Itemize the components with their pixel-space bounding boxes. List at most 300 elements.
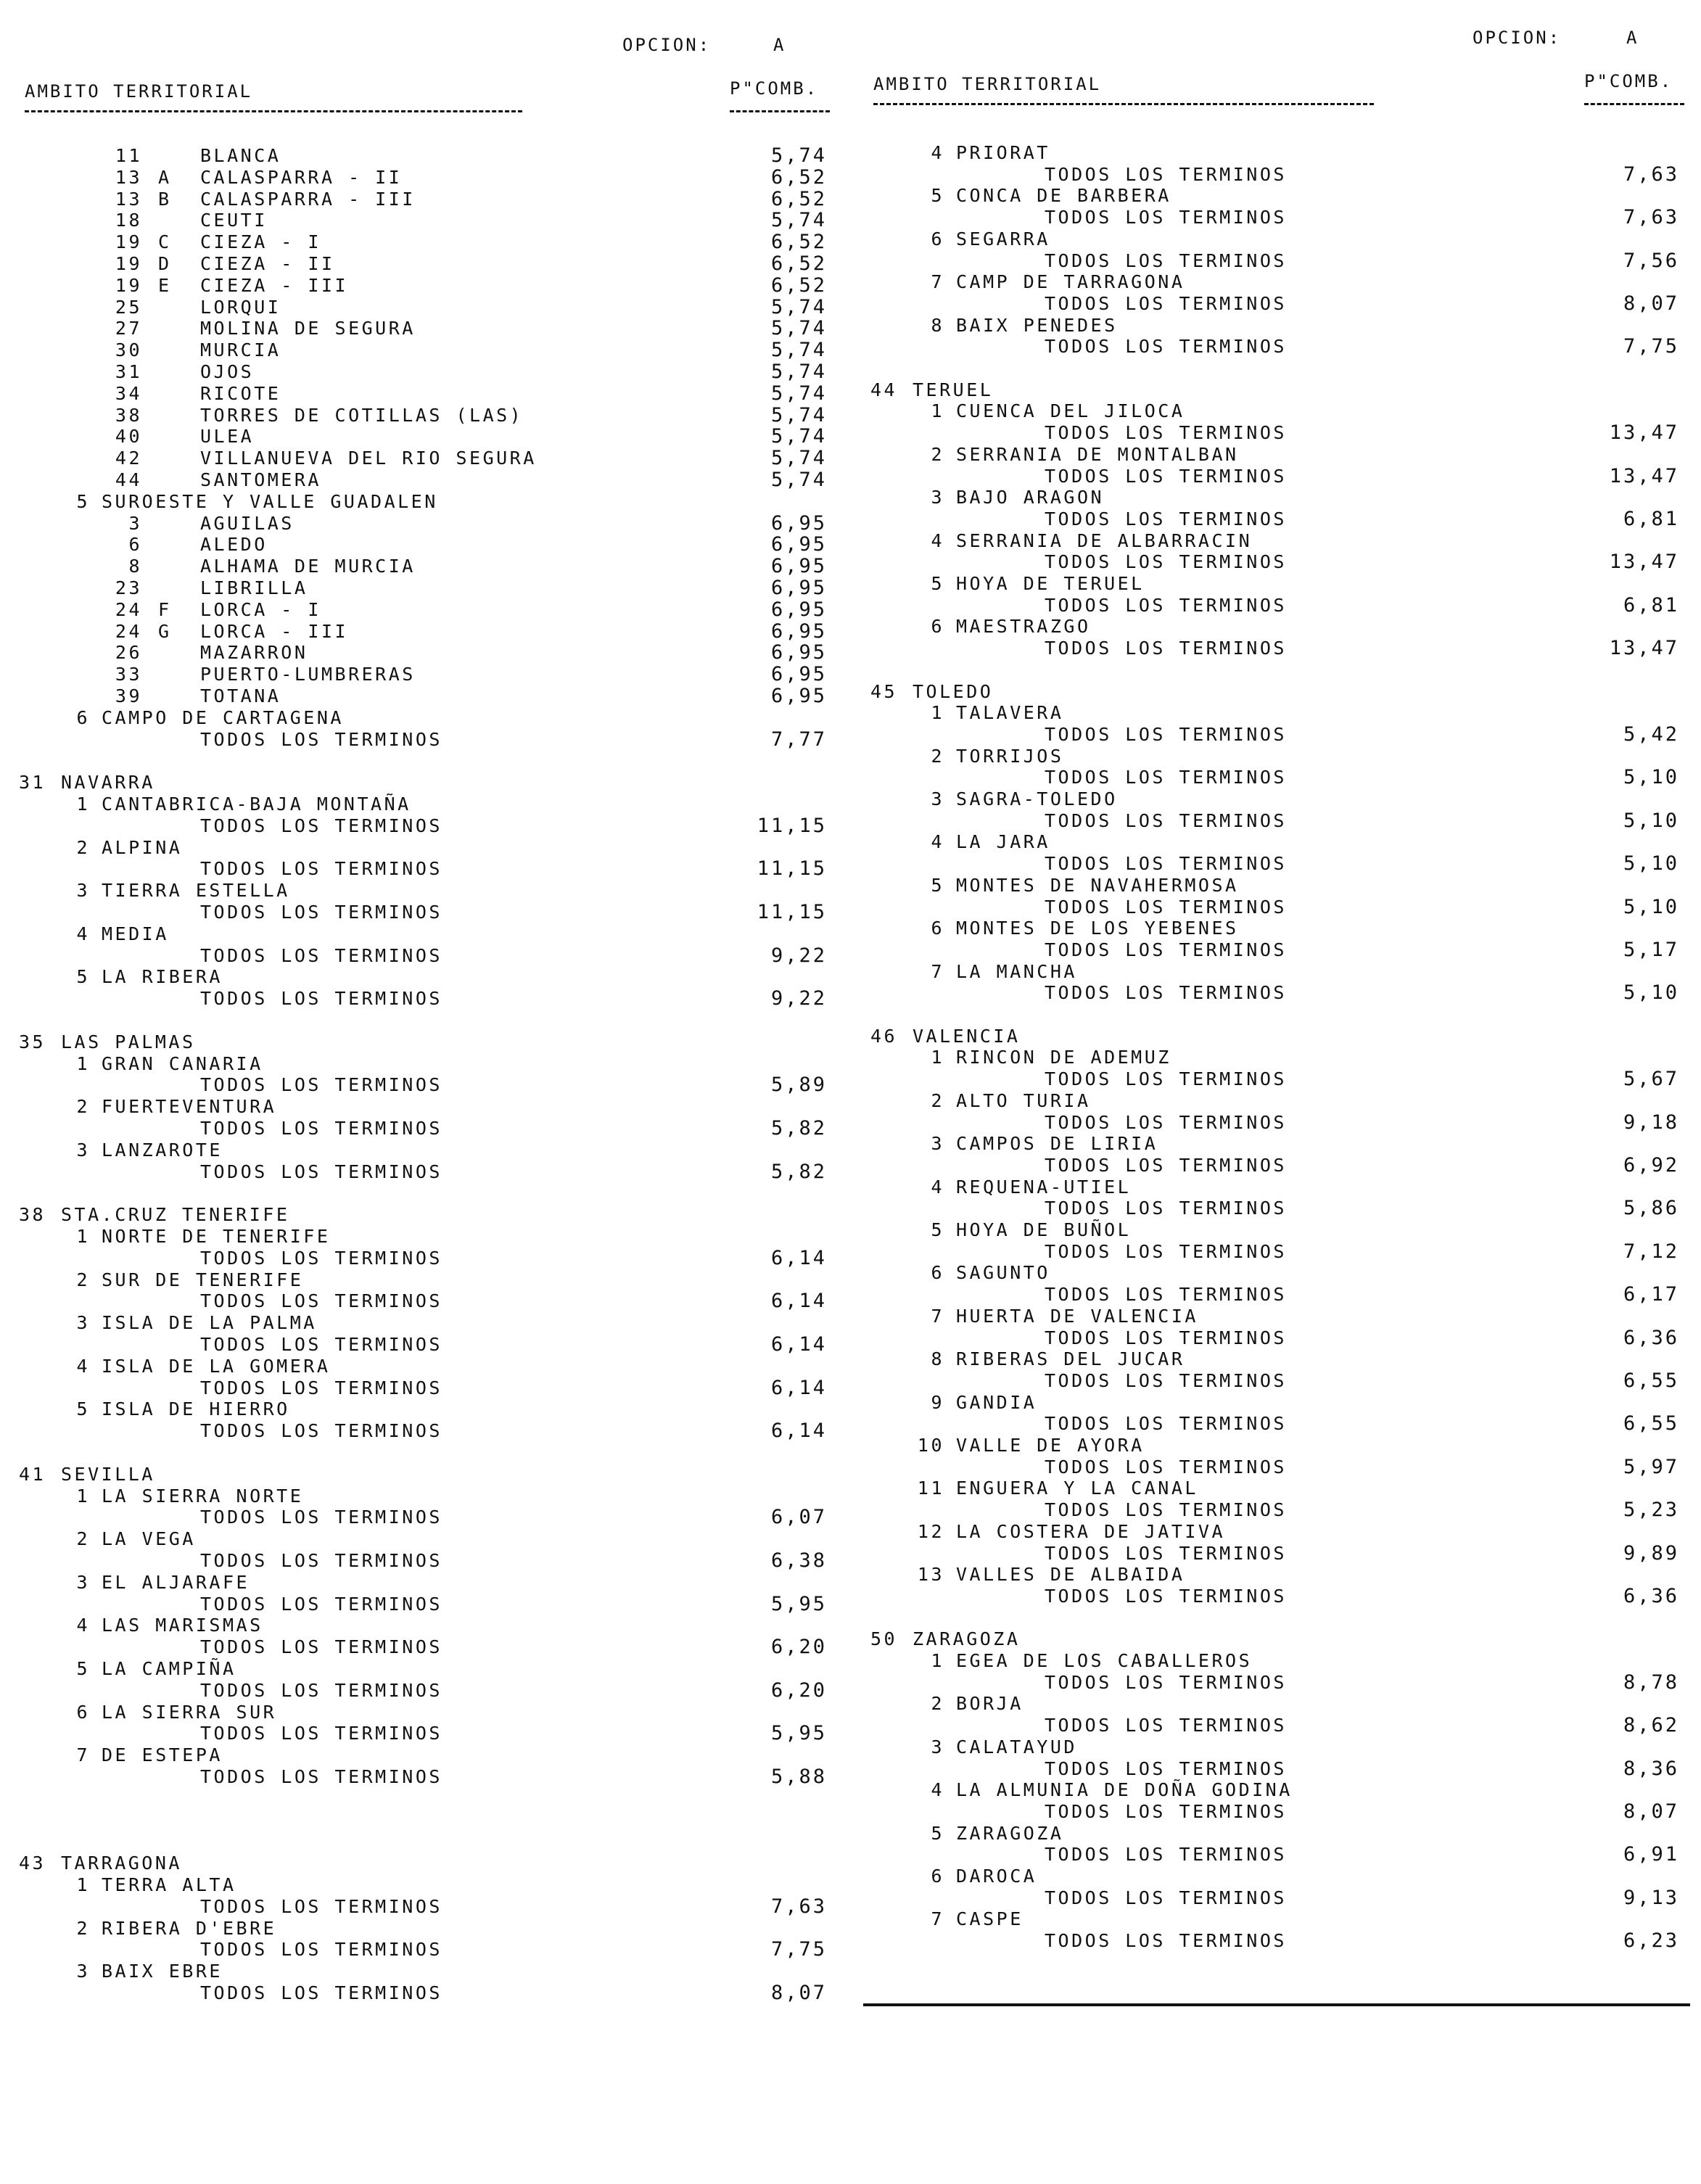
pcomb-value: 9,22 xyxy=(770,944,827,967)
comarca-name: BAJO ARAGON xyxy=(956,487,1105,508)
pcomb-value: 6,52 xyxy=(770,187,827,210)
comarca-code: 2 xyxy=(931,443,944,465)
pcomb-value: 6,95 xyxy=(770,511,827,535)
comarca-code: 5 xyxy=(76,966,90,988)
pcomb-value: 8,07 xyxy=(770,1982,827,2004)
pcomb-value: 5,67 xyxy=(1623,1068,1679,1091)
muni-name: CALASPARRA - III xyxy=(200,188,416,210)
comarca-name: CALATAYUD xyxy=(956,1736,1077,1757)
pcomb-value: 5,74 xyxy=(770,447,827,470)
pcomb-value: 7,63 xyxy=(770,1895,827,1918)
todos-label: TODOS LOS TERMINOS xyxy=(200,1377,442,1398)
comarca-code: 2 xyxy=(76,1917,90,1939)
comarca-name: NORTE DE TENERIFE xyxy=(102,1226,331,1247)
comarca-code: 2 xyxy=(931,745,944,767)
pcomb-value: 8,36 xyxy=(1623,1757,1679,1780)
comarca-name: VALLE DE AYORA xyxy=(956,1435,1145,1456)
comarca-name: SEGARRA xyxy=(956,228,1050,250)
comarca-name: SAGUNTO xyxy=(956,1262,1050,1284)
comarca-name: MAESTRAZGO xyxy=(956,616,1091,638)
todos-label: TODOS LOS TERMINOS xyxy=(1045,853,1287,875)
todos-label: TODOS LOS TERMINOS xyxy=(1045,809,1287,831)
pcomb-value: 6,20 xyxy=(770,1636,827,1659)
ambito-header-right: AMBITO TERRITORIAL xyxy=(873,74,1102,94)
comarca-name: LANZAROTE xyxy=(102,1139,223,1161)
comarca-name: CAMP DE TARRAGONA xyxy=(956,271,1185,293)
comarca-name: ZARAGOZA xyxy=(956,1822,1064,1844)
pcomb-value: 13,47 xyxy=(1609,464,1679,487)
pcomb-value: 5,23 xyxy=(1623,1499,1679,1522)
province-name: STA.CRUZ TENERIFE xyxy=(61,1204,290,1226)
comarca-code: 3 xyxy=(931,487,944,508)
pcomb-value: 9,89 xyxy=(1623,1541,1679,1565)
pcomb-header: P"COMB. xyxy=(730,78,819,99)
comarca-code: 7 xyxy=(76,1744,90,1766)
comarca-name: ISLA DE LA GOMERA xyxy=(102,1355,331,1377)
comarca-code: 6 xyxy=(931,918,944,939)
end-rule xyxy=(863,2003,1690,2006)
comarca-code: 1 xyxy=(931,702,944,724)
comarca-name: LA SIERRA SUR xyxy=(102,1701,277,1723)
muni-name: ALEDO xyxy=(200,534,268,556)
comarca-name: SAGRA-TOLEDO xyxy=(956,788,1118,809)
pcomb-value: 6,95 xyxy=(770,598,827,621)
comarca-code: 8 xyxy=(931,314,944,336)
province-code: 50 xyxy=(870,1628,898,1650)
todos-label: TODOS LOS TERMINOS xyxy=(1045,1284,1287,1306)
comarca-name: LAS MARISMAS xyxy=(102,1615,263,1636)
todos-label: TODOS LOS TERMINOS xyxy=(200,1247,442,1269)
muni-name: LORQUI xyxy=(200,296,281,318)
pcomb-value: 11,15 xyxy=(757,814,827,837)
pcomb-value: 5,97 xyxy=(1623,1455,1679,1478)
pcomb-value: 5,74 xyxy=(770,317,827,340)
todos-label: TODOS LOS TERMINOS xyxy=(1045,1887,1287,1908)
todos-label: TODOS LOS TERMINOS xyxy=(1045,292,1287,314)
todos-label: TODOS LOS TERMINOS xyxy=(1045,1456,1287,1478)
province-code: 41 xyxy=(19,1463,46,1485)
pcomb-value: 6,52 xyxy=(770,252,827,275)
muni-code: 8 xyxy=(128,556,142,577)
pcomb-value: 5,82 xyxy=(770,1117,827,1140)
comarca-name: ALTO TURIA xyxy=(956,1089,1091,1111)
comarca-name: SERRANIA DE MONTALBAN xyxy=(956,443,1239,465)
muni-suffix: G xyxy=(158,620,172,642)
todos-label: TODOS LOS TERMINOS xyxy=(1045,723,1287,745)
comarca-name: MONTES DE NAVAHERMOSA xyxy=(956,874,1239,896)
comarca-name: LA JARA xyxy=(956,831,1050,853)
comarca-code: 3 xyxy=(76,1139,90,1161)
comarca-code: 5 xyxy=(931,874,944,896)
todos-label: TODOS LOS TERMINOS xyxy=(200,1550,442,1571)
muni-name: CEUTI xyxy=(200,210,268,231)
muni-code: 31 xyxy=(115,361,142,382)
comarca-name: RINCON DE ADEMUZ xyxy=(956,1047,1171,1068)
comarca-code: 5 xyxy=(76,1658,90,1679)
opcion-value: A xyxy=(773,35,786,55)
muni-name: BLANCA xyxy=(200,145,281,166)
todos-label: TODOS LOS TERMINOS xyxy=(1045,250,1287,271)
todos-label: TODOS LOS TERMINOS xyxy=(200,1420,442,1442)
comarca-code: 5 xyxy=(76,490,90,512)
muni-name: CIEZA - II xyxy=(200,253,335,274)
muni-code: 13 xyxy=(115,166,142,188)
muni-suffix: F xyxy=(158,598,172,620)
pcomb-value: 13,47 xyxy=(1609,637,1679,660)
comarca-name: EGEA DE LOS CABALLEROS xyxy=(956,1650,1253,1671)
muni-name: ALHAMA DE MURCIA xyxy=(200,556,416,577)
todos-label: TODOS LOS TERMINOS xyxy=(1045,1198,1287,1219)
comarca-code: 4 xyxy=(76,923,90,944)
pcomb-value: 6,95 xyxy=(770,641,827,664)
pcomb-value: 6,23 xyxy=(1623,1929,1679,1953)
pcomb-value: 6,92 xyxy=(1623,1153,1679,1177)
todos-label: TODOS LOS TERMINOS xyxy=(200,1982,442,2003)
comarca-name: BAIX EBRE xyxy=(102,1961,223,1982)
muni-name: OJOS xyxy=(200,361,255,382)
comarca-name: GANDIA xyxy=(956,1391,1037,1413)
comarca-code: 7 xyxy=(931,271,944,293)
muni-code: 25 xyxy=(115,296,142,318)
comarca-code: 2 xyxy=(76,1528,90,1550)
province-name: TOLEDO xyxy=(913,680,994,702)
comarca-code: 1 xyxy=(931,1047,944,1068)
todos-label: TODOS LOS TERMINOS xyxy=(200,1507,442,1528)
pcomb-header-right: P"COMB. xyxy=(1584,71,1673,91)
muni-code: 44 xyxy=(115,469,142,490)
comarca-name: LA VEGA xyxy=(102,1528,196,1550)
pcomb-value: 8,07 xyxy=(1623,292,1679,315)
pcomb-value: 5,42 xyxy=(1623,722,1679,746)
muni-code: 13 xyxy=(115,188,142,210)
pcomb-value: 11,15 xyxy=(757,857,827,881)
pcomb-value: 5,95 xyxy=(770,1592,827,1615)
muni-code: 18 xyxy=(115,210,142,231)
comarca-code: 13 xyxy=(917,1564,944,1586)
comarca-name: SUR DE TENERIFE xyxy=(102,1269,304,1290)
pcomb-value: 6,14 xyxy=(770,1419,827,1443)
pcomb-value: 13,47 xyxy=(1609,551,1679,574)
comarca-code: 4 xyxy=(76,1615,90,1636)
comarca-code: 3 xyxy=(931,788,944,809)
header-underline-right xyxy=(873,103,1374,105)
todos-label: TODOS LOS TERMINOS xyxy=(1045,207,1287,228)
pcomb-value: 7,12 xyxy=(1623,1240,1679,1263)
comarca-code: 7 xyxy=(931,1908,944,1930)
comarca-name: GRAN CANARIA xyxy=(102,1052,263,1074)
comarca-name: ALPINA xyxy=(102,836,183,858)
todos-label: TODOS LOS TERMINOS xyxy=(1045,982,1287,1004)
pcomb-value: 5,74 xyxy=(770,403,827,427)
muni-code: 42 xyxy=(115,448,142,469)
comarca-name: HOYA DE BUÑOL xyxy=(956,1219,1132,1240)
todos-label: TODOS LOS TERMINOS xyxy=(1045,1369,1287,1391)
pcomb-value: 7,75 xyxy=(770,1938,827,1961)
comarca-code: 6 xyxy=(931,228,944,250)
pcomb-value: 9,18 xyxy=(1623,1110,1679,1134)
comarca-code: 2 xyxy=(76,836,90,858)
todos-label: TODOS LOS TERMINOS xyxy=(1045,1068,1287,1090)
comarca-code: 9 xyxy=(931,1391,944,1413)
pcomb-value: 7,63 xyxy=(1623,206,1679,229)
comarca-code: 4 xyxy=(931,1779,944,1801)
comarca-code: 4 xyxy=(931,831,944,853)
comarca-code: 2 xyxy=(76,1096,90,1118)
comarca-code: 1 xyxy=(76,1226,90,1247)
todos-label: TODOS LOS TERMINOS xyxy=(200,988,442,1010)
todos-label: TODOS LOS TERMINOS xyxy=(1045,1715,1287,1736)
comarca-code: 12 xyxy=(917,1520,944,1542)
pcomb-value: 6,38 xyxy=(770,1549,827,1572)
comarca-code: 3 xyxy=(76,880,90,902)
comarca-code: 11 xyxy=(917,1478,944,1499)
province-code: 38 xyxy=(19,1204,46,1226)
comarca-name: RIBERA D'EBRE xyxy=(102,1917,277,1939)
comarca-name: PRIORAT xyxy=(956,142,1050,163)
muni-code: 34 xyxy=(115,382,142,404)
comarca-name: CAMPOS DE LIRIA xyxy=(956,1133,1158,1155)
pcomb-value: 6,81 xyxy=(1623,507,1679,530)
pcomb-value: 5,74 xyxy=(770,209,827,232)
muni-name: ULEA xyxy=(200,426,255,448)
province-name: ZARAGOZA xyxy=(913,1628,1021,1650)
pcomb-value: 6,17 xyxy=(1623,1283,1679,1306)
comarca-code: 1 xyxy=(931,1650,944,1671)
todos-label: TODOS LOS TERMINOS xyxy=(1045,1757,1287,1779)
opcion-value-right: A xyxy=(1626,28,1639,48)
ambito-header: AMBITO TERRITORIAL xyxy=(25,81,253,102)
comarca-name: LA RIBERA xyxy=(102,966,223,988)
comarca-code: 6 xyxy=(931,1866,944,1887)
comarca-code: 7 xyxy=(931,960,944,982)
comarca-code: 5 xyxy=(931,1219,944,1240)
pcomb-value: 5,88 xyxy=(770,1765,827,1788)
pcomb-value: 6,95 xyxy=(770,685,827,707)
todos-label: TODOS LOS TERMINOS xyxy=(1045,1844,1287,1866)
pcomb-value: 9,13 xyxy=(1623,1886,1679,1909)
province-name: VALENCIA xyxy=(913,1025,1021,1047)
todos-label: TODOS LOS TERMINOS xyxy=(1045,336,1287,358)
muni-name: LORCA - I xyxy=(200,598,321,620)
pcomb-value: 7,56 xyxy=(1623,249,1679,272)
todos-label: TODOS LOS TERMINOS xyxy=(200,1766,442,1787)
muni-suffix: D xyxy=(158,253,172,274)
todos-label: TODOS LOS TERMINOS xyxy=(1045,508,1287,529)
muni-code: 19 xyxy=(115,231,142,253)
province-name: TERUEL xyxy=(913,379,994,400)
comarca-name: MEDIA xyxy=(102,923,169,944)
pcomb-value: 5,86 xyxy=(1623,1197,1679,1220)
comarca-code: 6 xyxy=(76,706,90,728)
comarca-code: 6 xyxy=(931,1262,944,1284)
comarca-code: 2 xyxy=(76,1269,90,1290)
pcomb-value: 6,36 xyxy=(1623,1584,1679,1607)
pcomb-value: 6,95 xyxy=(770,533,827,556)
pcomb-value: 5,95 xyxy=(770,1722,827,1745)
comarca-code: 3 xyxy=(76,1312,90,1334)
comarca-code: 1 xyxy=(76,1052,90,1074)
todos-label: TODOS LOS TERMINOS xyxy=(1045,1327,1287,1348)
pcomb-value: 8,78 xyxy=(1623,1670,1679,1694)
muni-code: 24 xyxy=(115,620,142,642)
comarca-name: ISLA DE LA PALMA xyxy=(102,1312,317,1334)
comarca-name: TIERRA ESTELLA xyxy=(102,880,290,902)
comarca-code: 1 xyxy=(76,794,90,815)
todos-label: TODOS LOS TERMINOS xyxy=(1045,422,1287,444)
pcomb-value: 5,10 xyxy=(1623,766,1679,789)
comarca-code: 4 xyxy=(931,529,944,551)
pcomb-value: 5,10 xyxy=(1623,981,1679,1005)
comarca-name: DAROCA xyxy=(956,1866,1037,1887)
muni-suffix: B xyxy=(158,188,172,210)
province-name: LAS PALMAS xyxy=(61,1031,196,1052)
pcomb-value: 5,74 xyxy=(770,425,827,448)
muni-code: 38 xyxy=(115,404,142,426)
muni-code: 33 xyxy=(115,664,142,685)
pcomb-value: 6,95 xyxy=(770,577,827,599)
pcomb-value: 6,14 xyxy=(770,1290,827,1313)
pcomb-value: 5,74 xyxy=(770,469,827,491)
todos-label: TODOS LOS TERMINOS xyxy=(1045,1542,1287,1564)
comarca-name: REQUENA-UTIEL xyxy=(956,1176,1132,1198)
todos-label: TODOS LOS TERMINOS xyxy=(200,858,442,880)
pcomb-value: 6,95 xyxy=(770,663,827,686)
todos-label: TODOS LOS TERMINOS xyxy=(1045,1671,1287,1693)
comarca-name: EL ALJARAFE xyxy=(102,1571,250,1593)
muni-code: 39 xyxy=(115,685,142,706)
comarca-name: RIBERAS DEL JUCAR xyxy=(956,1348,1185,1370)
pcomb-value: 5,10 xyxy=(1623,895,1679,918)
todos-label: TODOS LOS TERMINOS xyxy=(1045,1800,1287,1822)
todos-label: TODOS LOS TERMINOS xyxy=(200,1723,442,1744)
province-code: 35 xyxy=(19,1031,46,1052)
province-name: TARRAGONA xyxy=(61,1853,182,1874)
todos-label: TODOS LOS TERMINOS xyxy=(200,1895,442,1917)
muni-code: 24 xyxy=(115,598,142,620)
todos-label: TODOS LOS TERMINOS xyxy=(1045,551,1287,573)
comarca-code: 1 xyxy=(931,400,944,422)
pcomb-value: 5,74 xyxy=(770,144,827,167)
pcomb-value: 9,22 xyxy=(770,987,827,1010)
muni-code: 11 xyxy=(115,145,142,166)
muni-name: CIEZA - I xyxy=(200,231,321,253)
todos-label: TODOS LOS TERMINOS xyxy=(200,728,442,750)
pcomb-value: 5,74 xyxy=(770,360,827,383)
pcomb-value: 5,10 xyxy=(1623,852,1679,875)
comarca-name: MONTES DE LOS YEBENES xyxy=(956,918,1239,939)
comarca-code: 8 xyxy=(931,1348,944,1370)
todos-label: TODOS LOS TERMINOS xyxy=(200,1334,442,1355)
muni-name: RICOTE xyxy=(200,382,281,404)
comarca-code: 4 xyxy=(931,142,944,163)
header-underline xyxy=(25,110,522,112)
todos-label: TODOS LOS TERMINOS xyxy=(1045,163,1287,185)
muni-code: 19 xyxy=(115,274,142,296)
todos-label: TODOS LOS TERMINOS xyxy=(1045,767,1287,788)
comarca-name: CUENCA DEL JILOCA xyxy=(956,400,1185,422)
comarca-code: 5 xyxy=(931,185,944,207)
pcomb-value: 8,62 xyxy=(1623,1714,1679,1737)
muni-suffix: C xyxy=(158,231,172,253)
pcomb-value: 6,14 xyxy=(770,1376,827,1399)
comarca-name: BAIX PENEDES xyxy=(956,314,1118,336)
comarca-code: 1 xyxy=(76,1485,90,1507)
todos-label: TODOS LOS TERMINOS xyxy=(1045,1154,1287,1176)
comarca-name: SUROESTE Y VALLE GUADALEN xyxy=(102,490,438,512)
comarca-code: 3 xyxy=(76,1571,90,1593)
todos-label: TODOS LOS TERMINOS xyxy=(1045,1585,1287,1607)
province-code: 46 xyxy=(870,1025,898,1047)
muni-code: 30 xyxy=(115,339,142,361)
province-code: 45 xyxy=(870,680,898,702)
muni-name: MAZARRON xyxy=(200,642,308,664)
todos-label: TODOS LOS TERMINOS xyxy=(1045,594,1287,616)
pcomb-value: 5,89 xyxy=(770,1074,827,1097)
pcomb-value: 6,55 xyxy=(1623,1412,1679,1435)
comarca-name: CONCA DE BARBERA xyxy=(956,185,1171,207)
muni-code: 23 xyxy=(115,577,142,598)
pcomb-value: 6,52 xyxy=(770,165,827,189)
muni-name: CIEZA - III xyxy=(200,274,349,296)
todos-label: TODOS LOS TERMINOS xyxy=(1045,1930,1287,1952)
todos-label: TODOS LOS TERMINOS xyxy=(200,902,442,923)
pcomb-value: 5,74 xyxy=(770,339,827,362)
pcomb-value: 6,14 xyxy=(770,1333,827,1356)
todos-label: TODOS LOS TERMINOS xyxy=(1045,1413,1287,1435)
todos-label: TODOS LOS TERMINOS xyxy=(200,1593,442,1615)
province-code: 31 xyxy=(19,772,46,794)
comarca-name: TERRA ALTA xyxy=(102,1874,236,1895)
opcion-label: OPCION: xyxy=(622,35,712,55)
comarca-code: 1 xyxy=(76,1874,90,1895)
pcomb-underline-right xyxy=(1584,103,1684,105)
todos-label: TODOS LOS TERMINOS xyxy=(200,1636,442,1658)
muni-suffix: E xyxy=(158,274,172,296)
todos-label: TODOS LOS TERMINOS xyxy=(1045,1240,1287,1262)
pcomb-value: 6,14 xyxy=(770,1246,827,1269)
muni-name: LORCA - III xyxy=(200,620,349,642)
comarca-name: SERRANIA DE ALBARRACIN xyxy=(956,529,1253,551)
comarca-name: HOYA DE TERUEL xyxy=(956,573,1145,594)
pcomb-value: 5,74 xyxy=(770,295,827,318)
pcomb-value: 5,82 xyxy=(770,1160,827,1183)
muni-code: 40 xyxy=(115,426,142,448)
todos-label: TODOS LOS TERMINOS xyxy=(1045,1111,1287,1133)
pcomb-value: 6,81 xyxy=(1623,593,1679,617)
province-code: 43 xyxy=(19,1853,46,1874)
muni-name: LIBRILLA xyxy=(200,577,308,598)
comarca-name: ISLA DE HIERRO xyxy=(102,1398,290,1420)
pcomb-value: 7,63 xyxy=(1623,162,1679,186)
pcomb-value: 6,52 xyxy=(770,273,827,297)
todos-label: TODOS LOS TERMINOS xyxy=(200,1074,442,1096)
pcomb-value: 6,20 xyxy=(770,1678,827,1702)
comarca-code: 3 xyxy=(931,1133,944,1155)
comarca-name: HUERTA DE VALENCIA xyxy=(956,1305,1198,1327)
comarca-code: 5 xyxy=(931,1822,944,1844)
pcomb-value: 13,47 xyxy=(1609,421,1679,445)
comarca-code: 7 xyxy=(931,1305,944,1327)
comarca-name: LA CAMPIÑA xyxy=(102,1658,236,1679)
comarca-name: CASPE xyxy=(956,1908,1024,1930)
comarca-code: 6 xyxy=(931,616,944,638)
todos-label: TODOS LOS TERMINOS xyxy=(200,944,442,966)
pcomb-value: 6,55 xyxy=(1623,1369,1679,1392)
pcomb-value: 6,95 xyxy=(770,619,827,643)
todos-label: TODOS LOS TERMINOS xyxy=(200,1290,442,1312)
comarca-name: LA SIERRA NORTE xyxy=(102,1485,304,1507)
muni-name: CALASPARRA - II xyxy=(200,166,403,188)
